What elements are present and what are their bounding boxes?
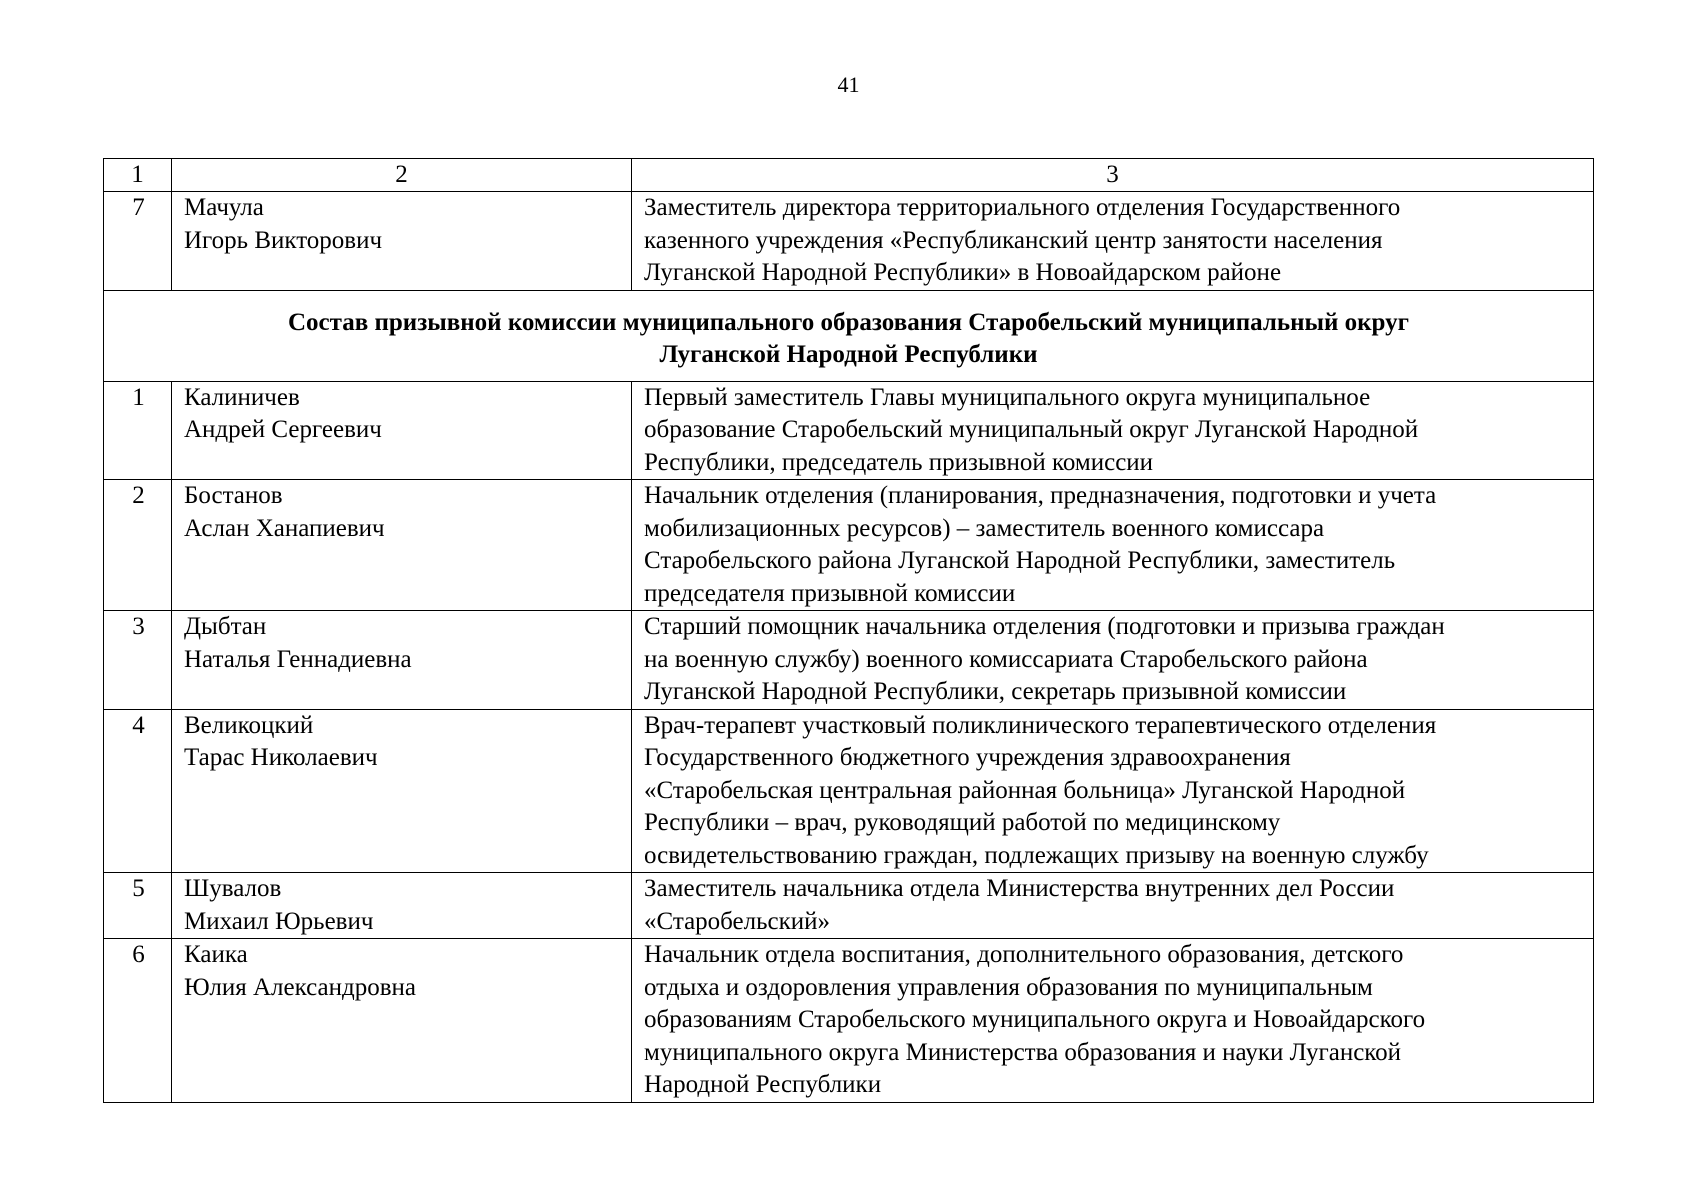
position-line: муниципального округа Министерства образования и науки Луганской [644,1038,1402,1066]
page-number: 41 [837,72,860,97]
member-surname: Каика [184,941,248,968]
position-line: Луганской Народной Республики» в Новоайдарском районе [644,259,1282,286]
commission-table [103,158,1594,1103]
member-position [632,939,1594,1103]
row-number: 2 [104,480,172,611]
member-name [172,709,632,873]
member-name [172,873,632,939]
row-number: 1 [104,381,172,480]
column-number-3: 3 [632,159,1594,192]
section-title-line: Состав призывной комиссии муниципального образования Старобельский муниципальный округ [288,308,1409,336]
position-line: отдыха и оздоровления управления образования по муниципальным [644,973,1373,1001]
position-line: Начальник отделения (планирования, предназначения, подготовки и учета [644,482,1437,509]
member-given-name: Юлия Александровна [184,973,416,1001]
table-row [104,939,1594,1103]
member-given-name: Наталья Геннадиевна [184,645,412,673]
row-number: 3 [104,611,172,710]
member-surname: Калиничев [184,383,300,411]
position-line: Начальник отдела воспитания, дополнительного образования, детского [644,941,1404,968]
position-line: Старший помощник начальника отделения (подготовки и призыва граждан [644,613,1445,640]
member-position [632,873,1594,939]
member-surname: Шувалов [184,875,282,902]
member-name [172,480,632,611]
row-number: 4 [104,709,172,873]
column-number-row [104,159,1594,192]
position-line: освидетельствованию граждан, подлежащих призыву на военную службу [644,841,1429,869]
position-line: Республики – врач, руководящий работой по медицинскому [644,809,1281,836]
position-line: Народной Республики [644,1071,882,1098]
position-line: «Старобельский» [644,907,831,935]
row-number: 5 [104,873,172,939]
member-position [632,611,1594,710]
member-surname: Мачула [184,194,264,221]
member-position [632,709,1594,873]
row-number: 7 [104,192,172,291]
position-line: Заместитель директора территориального отделения Государственного [644,194,1401,221]
member-name [172,611,632,710]
section-title-line: Луганской Народной Республики [659,341,1038,368]
position-line: на военную службу) военного комиссариата Старобельского района [644,645,1368,673]
section-heading-row [104,290,1594,381]
position-line: Луганской Народной Республики, секретарь призывной комиссии [644,678,1347,705]
position-line: Старобельского района Луганской Народной Республики, заместитель [644,547,1396,574]
position-line: образованиям Старобельского муниципального округа и Новоайдарского [644,1006,1426,1033]
table-row [104,480,1594,611]
member-given-name: Аслан Ханапиевич [184,514,385,542]
row-number: 6 [104,939,172,1103]
position-line: Врач-терапевт участковый поликлинического терапевтического отделения [644,711,1437,739]
position-line: Заместитель начальника отдела Министерства внутренних дел России [644,875,1395,902]
member-given-name: Игорь Викторович [184,226,383,254]
position-line: Республики, председатель призывной комиссии [644,448,1154,476]
position-line: образование Старобельский муниципальный округ Луганской Народной [644,416,1419,443]
section-title [104,290,1594,381]
member-given-name: Михаил Юрьевич [184,907,374,935]
member-given-name: Тарас Николаевич [184,744,378,771]
position-line: казенного учреждения «Республиканский центр занятости населения [644,226,1383,254]
member-name [172,192,632,291]
member-surname: Бостанов [184,482,283,509]
member-position [632,381,1594,480]
member-position [632,192,1594,291]
column-number-1: 1 [104,159,172,192]
column-number-2: 2 [172,159,632,192]
member-surname: Дыбтан [184,613,267,640]
position-line: председателя призывной комиссии [644,579,1016,607]
position-line: мобилизационных ресурсов) – заместитель военного комиссара [644,514,1325,542]
position-line: Государственного бюджетного учреждения здравоохранения [644,744,1291,771]
position-line: Первый заместитель Главы муниципального округа муниципальное [644,383,1371,411]
member-name [172,381,632,480]
table-row [104,611,1594,710]
table-row [104,709,1594,873]
table-row [104,873,1594,939]
member-name [172,939,632,1103]
table-row [104,192,1594,291]
table-row [104,381,1594,480]
position-line: «Старобельская центральная районная больница» Луганской Народной [644,776,1406,804]
member-given-name: Андрей Сергеевич [184,416,382,443]
member-surname: Великоцкий [184,711,314,739]
member-position [632,480,1594,611]
